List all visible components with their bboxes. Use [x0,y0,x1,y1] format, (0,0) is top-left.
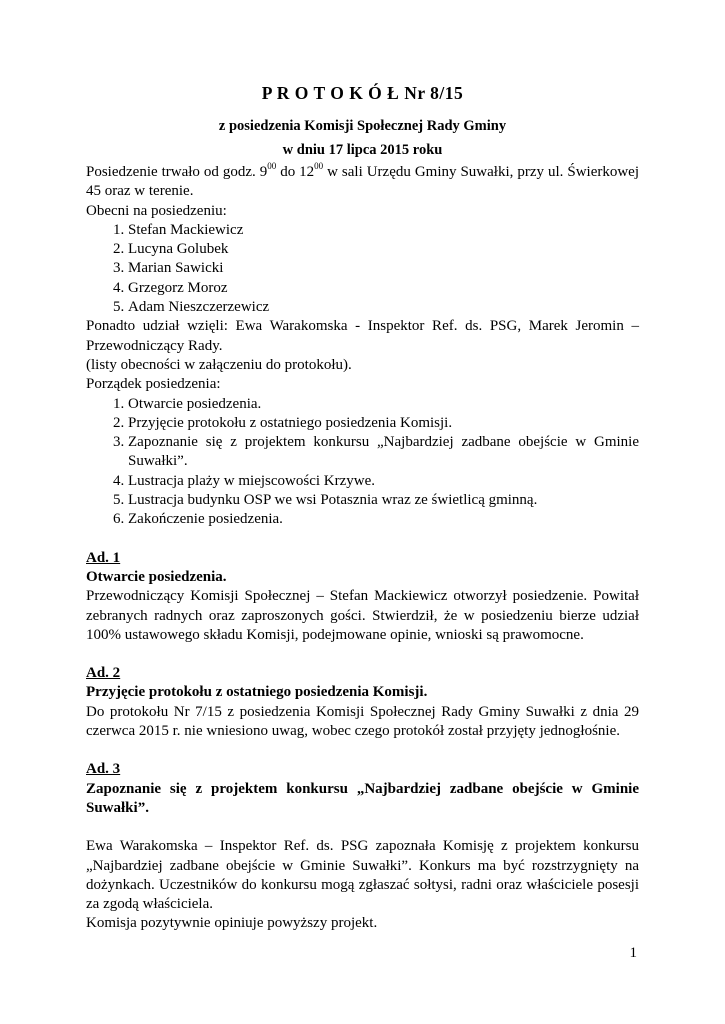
start-time-superscript: 00 [267,161,277,171]
meeting-date: w dniu 17 lipca 2015 roku [282,142,443,158]
section-ad3-label: Ad. 3 [86,761,121,778]
end-time-superscript: 00 [314,161,324,171]
attendees-list [86,221,639,317]
section-ad1-heading: Otwarcie posiedzenia. [86,568,227,585]
list-item: 5. Adam Nieszczerzewicz [128,298,639,317]
intro-line-1: Posiedzenie trwało od godz. $9^{00}$ do $12^{00}$ w sali Urzędu Gminy Suwałki, przy ul. Świerkowej [86,161,639,180]
page-number: 1 [629,945,637,961]
agenda-label: Porządek posiedzenia: [86,376,221,393]
section-ad2-label: Ad. 2 [86,665,121,682]
section-ad2-body: Do protokołu Nr 7/15 z posiedzenia Komisji Społecznej Rady Gminy Suwałki z dnia 29 czerwca 2015 r. nie wniesiono uwag, wobec czego protokół został przyjęty jednogłośnie. [86,703,639,740]
document-title: P R O T O K Ó Ł Nr 8/15 [261,83,464,103]
list-item: 4. Grzegorz Moroz [128,279,639,298]
list-item: 3. Zapoznanie się z projektem konkursu „Najbardziej zadbane obejście w Gminie Suwałki”. [128,433,639,472]
agenda-list [86,395,639,530]
section-ad1-label: Ad. 1 [86,549,121,566]
list-item: 1. Stefan Mackiewicz [128,221,639,240]
list-item: 3. Marian Sawicki [128,259,639,278]
section-ad1-body: Przewodniczący Komisji Społecznej – Stefan Mackiewicz otworzył posiedzenie. Powitał zebranych radnych oraz zaproszonych gości. Stwierdził, że w posiedzeniu bierze udział 100% ustawowego składu Komisji, podejmowane opinie, wnioski są prawomocne. [86,588,639,643]
also-present-line-2: Przewodniczący Rady. [86,337,223,354]
list-item: 2. Przyjęcie protokołu z ostatniego posiedzenia Komisji. [128,414,639,433]
section-ad3-conclusion: Komisja pozytywnie opiniuje powyższy projekt. [86,915,378,932]
list-item: 1. Otwarcie posiedzenia. [128,395,639,414]
list-item: 4. Lustracja plaży w miejscowości Krzywe. [128,472,639,491]
section-ad2-heading: Przyjęcie protokołu z ostatniego posiedzenia Komisji. [86,684,428,701]
present-label: Obecni na posiedzeniu: [86,202,227,219]
document-subtitle: z posiedzenia Komisji Społecznej Rady Gminy [218,118,507,134]
list-item: 6. Zakończenie posiedzenia. [128,510,639,529]
also-present-line-1: Ponadto udział wzięli: Ewa Warakomska - Inspektor Ref. ds. PSG, Marek Jeromin – [86,318,639,335]
list-item: 2. Lucyna Golubek [128,240,639,259]
section-ad3-body: Ewa Warakomska – Inspektor Ref. ds. PSG zapoznała Komisję z projektem konkursu „Najbardziej zadbane obejście w Gminie Suwałki”. Konkurs ma być rozstrzygnięty na dożynkach. Uczestników do konkursu mogą zgłaszać sołtysi, radni oraz właściciele posesji za zgodą właściciela. [86,838,639,913]
attendance-note: (listy obecności w załączeniu do protokołu). [86,356,352,373]
list-item: 5. Lustracja budynku OSP we wsi Potasznia wraz ze świetlicą gminną. [128,491,639,510]
section-ad3-heading: Zapoznanie się z projektem konkursu „Najbardziej zadbane obejście w Gminie Suwałki”. [86,780,639,816]
intro-line-2: 45 oraz w terenie. [86,183,194,200]
